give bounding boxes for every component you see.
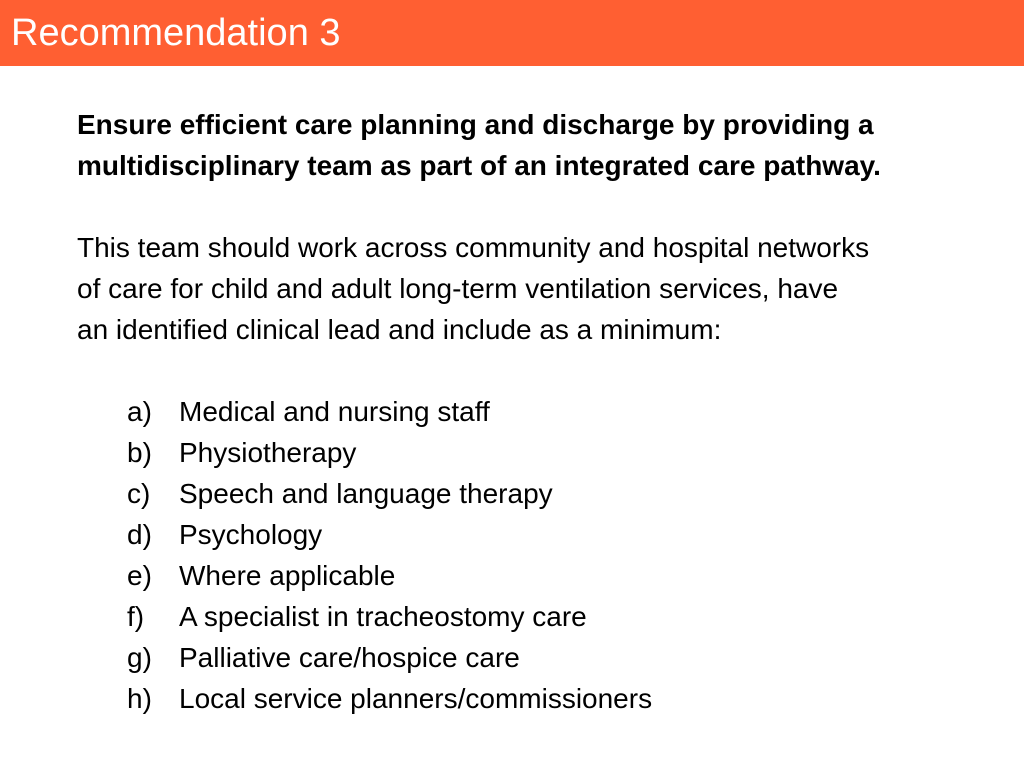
- paragraph-line: an identified clinical lead and include as a minimum:: [77, 314, 722, 345]
- list-item-text: Speech and language therapy: [179, 478, 553, 509]
- list-item: [127, 637, 997, 678]
- lead-line: multidisciplinary team as part of an integrated care pathway.: [77, 150, 881, 181]
- list-marker: h): [127, 683, 152, 714]
- lead-statement: [77, 104, 997, 186]
- paragraph-line: of care for child and adult long-term ventilation services, have: [77, 273, 839, 304]
- lead-line: Ensure efficient care planning and discharge by providing a: [77, 109, 874, 140]
- list-item: [127, 391, 997, 432]
- body-paragraph: [77, 227, 997, 350]
- list-item: [127, 678, 997, 719]
- requirements-list: [77, 391, 997, 719]
- list-item: [127, 555, 997, 596]
- list-item-text: Local service planners/commissioners: [179, 683, 653, 714]
- slide-title: Recommendation 3: [11, 12, 341, 54]
- title-bar: [0, 0, 1024, 66]
- list-marker: b): [127, 437, 152, 468]
- list-marker: f): [127, 601, 145, 632]
- list-item-text: A specialist in tracheostomy care: [179, 601, 587, 632]
- list-item: [127, 473, 997, 514]
- list-item: [127, 514, 997, 555]
- list-marker: e): [127, 560, 152, 591]
- list-item-text: Where applicable: [179, 560, 396, 591]
- list-item: [127, 432, 997, 473]
- slide-content: [77, 104, 997, 719]
- list-item-text: Physiotherapy: [179, 437, 357, 468]
- list-item: [127, 596, 997, 637]
- list-marker: g): [127, 642, 152, 673]
- list-marker: a): [127, 396, 152, 427]
- list-item-text: Psychology: [179, 519, 323, 550]
- paragraph-line: This team should work across community and hospital networks: [77, 232, 870, 263]
- list-marker: c): [127, 478, 151, 509]
- list-marker: d): [127, 519, 152, 550]
- list-item-text: Medical and nursing staff: [179, 396, 490, 427]
- list-item-text: Palliative care/hospice care: [179, 642, 520, 673]
